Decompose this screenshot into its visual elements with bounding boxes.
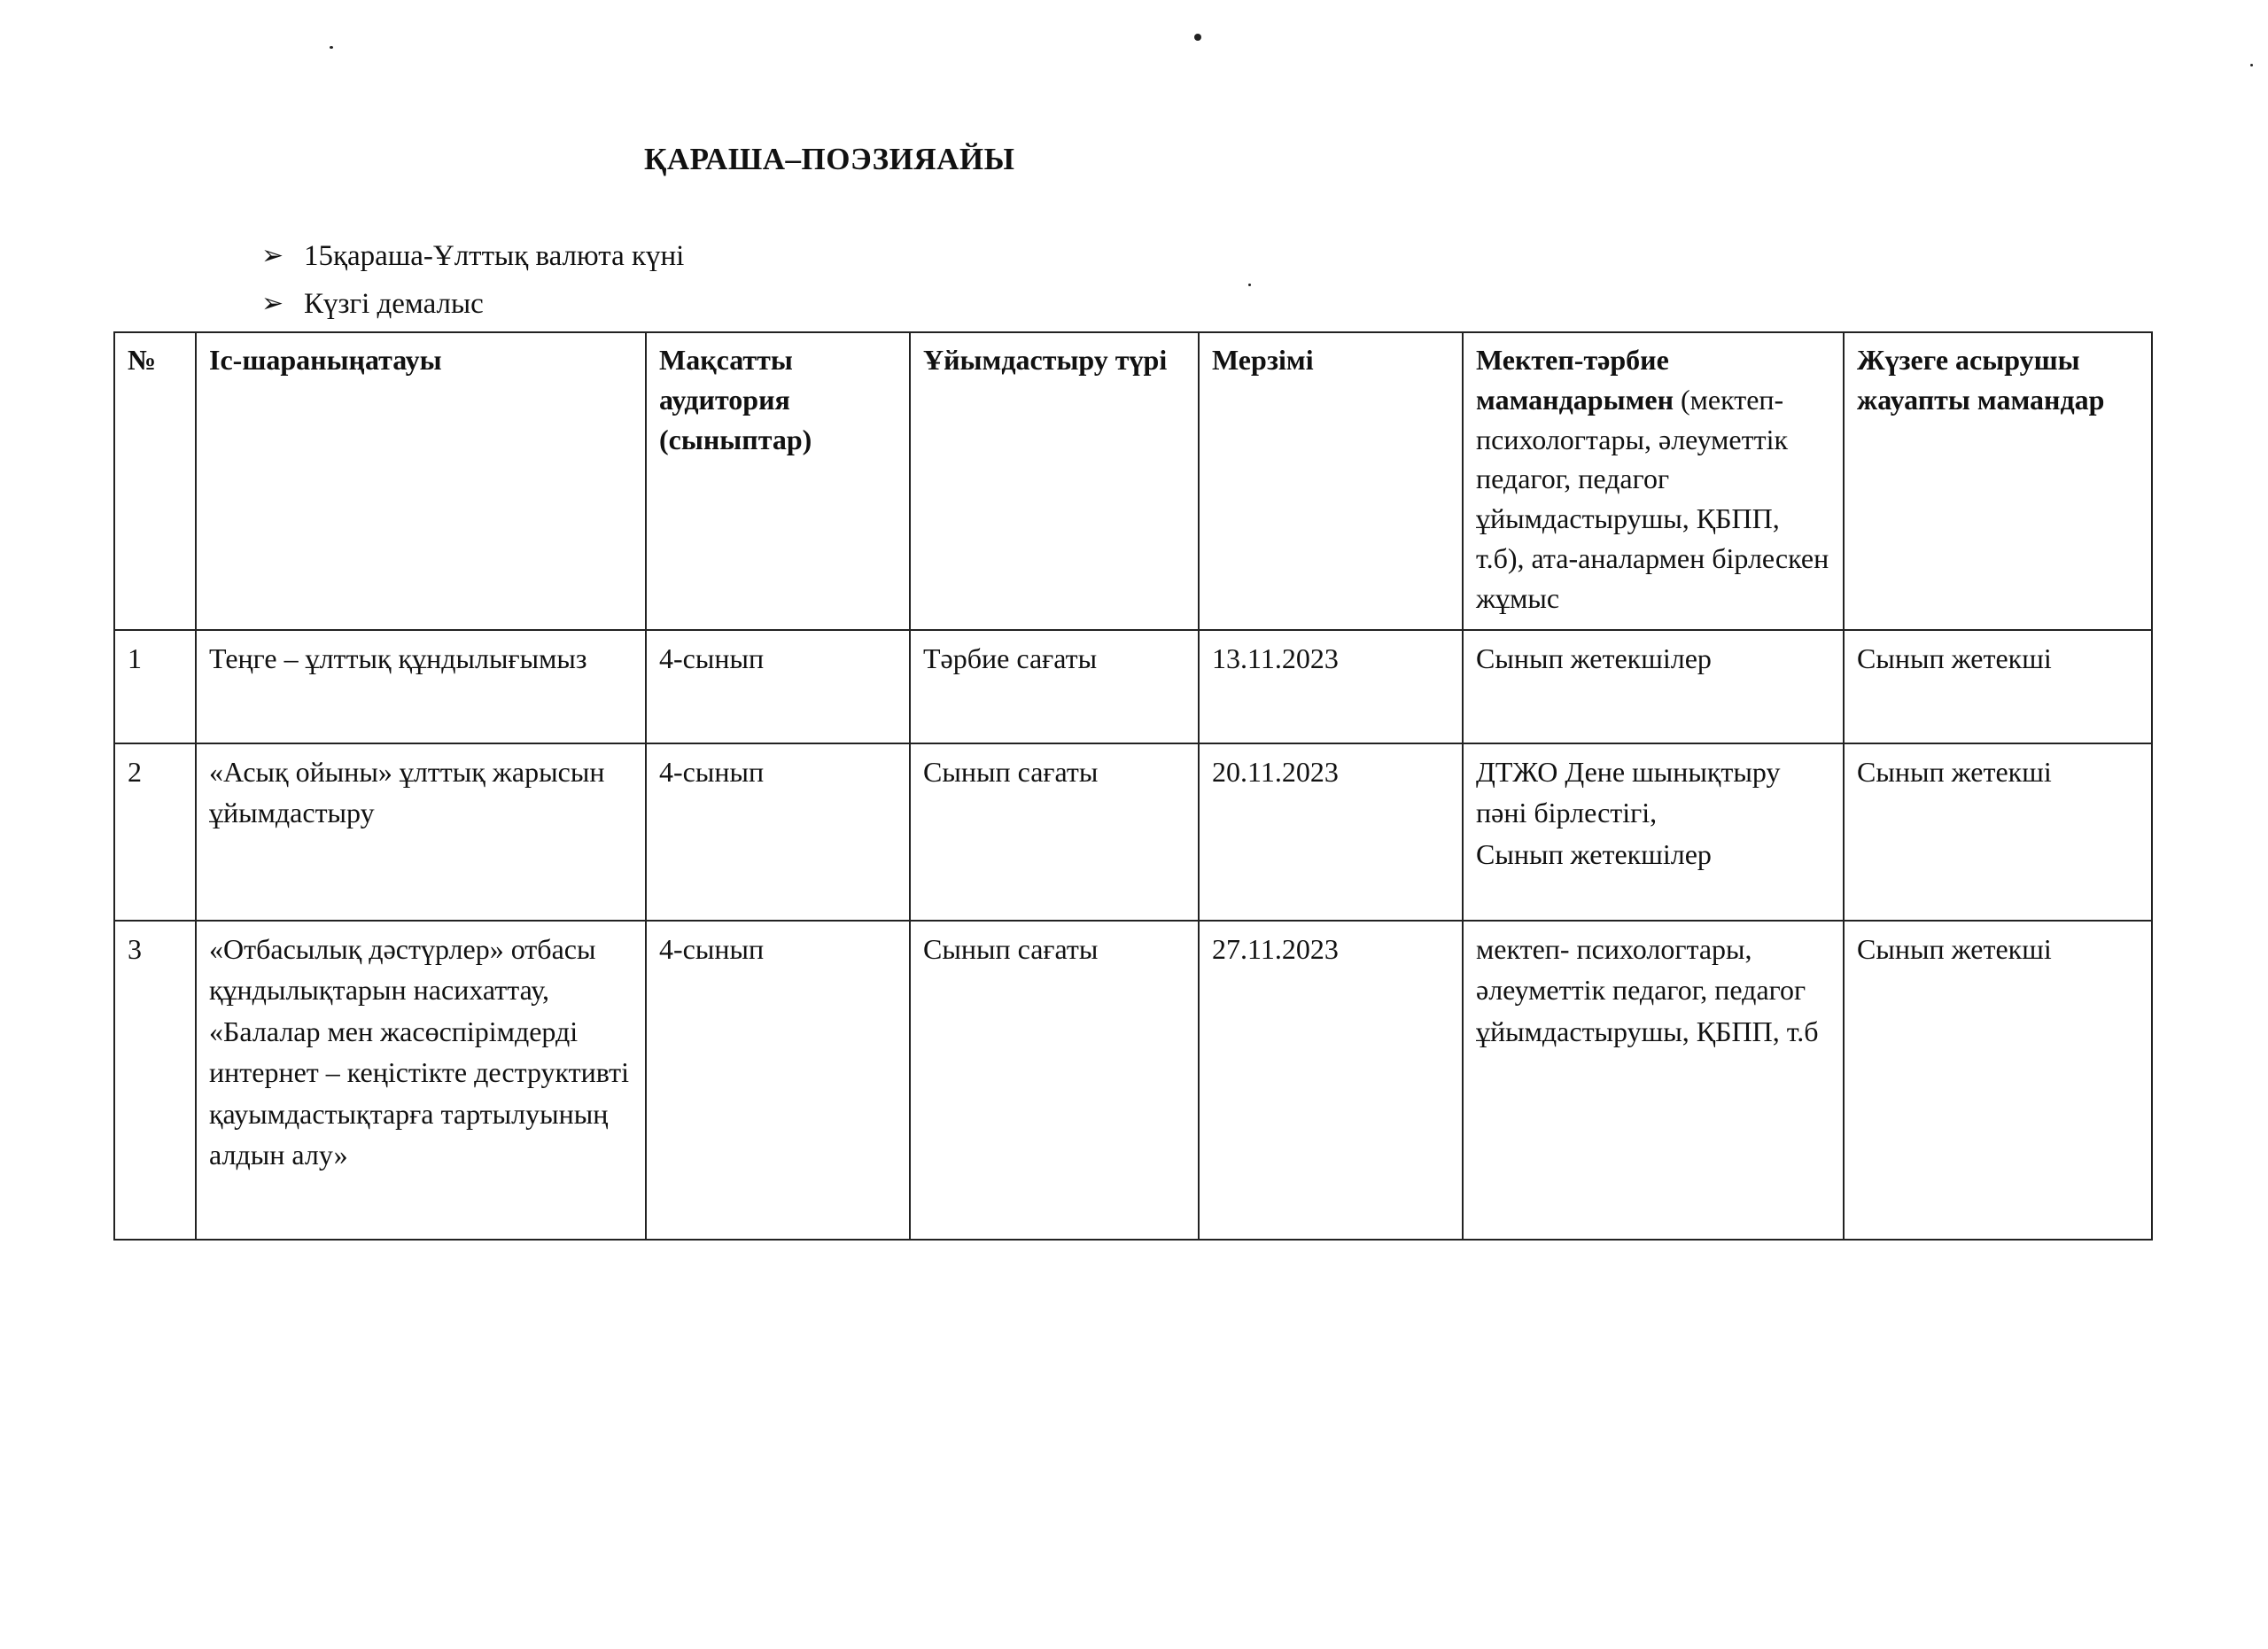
scan-speck [1194, 34, 1201, 41]
table-row [114, 921, 2152, 1240]
cell-audience: 4-сынып [646, 630, 910, 743]
list-item-label: 15қараша-Ұлттық валюта күні [304, 240, 685, 272]
cell-specialists: Сынып жетекшілер [1463, 630, 1844, 743]
cell-audience: 4-сынып [646, 743, 910, 921]
cell-specialists: ДТЖО Дене шынықтыру пәні бірлестігі, Сынып жетекшілер [1463, 743, 1844, 921]
header-specialists [1463, 332, 1844, 630]
cell-num: 3 [114, 921, 196, 1240]
table-header-row [114, 332, 2152, 630]
cell-responsible: Сынып жетекші [1844, 743, 2152, 921]
cell-audience: 4-сынып [646, 921, 910, 1240]
cell-event: «Асық ойыны» ұлттық жарысын ұйымдастыру [196, 743, 646, 921]
header-responsible: Жүзеге асырушы жауапты мамандар [1844, 332, 2152, 630]
cell-event: Теңге – ұлттық құндылығымыз [196, 630, 646, 743]
arrow-bullet-icon: ➢ [261, 289, 284, 318]
cell-form: Сынып сағаты [910, 921, 1199, 1240]
header-specialists-bold: Мектеп-тәрбие мамандарымен [1476, 344, 1674, 416]
bullet-list [261, 232, 684, 328]
cell-form: Тәрбие сағаты [910, 630, 1199, 743]
cell-date: 27.11.2023 [1199, 921, 1463, 1240]
list-item-label: Күзгі демалыс [304, 288, 484, 320]
cell-num: 2 [114, 743, 196, 921]
cell-date: 13.11.2023 [1199, 630, 1463, 743]
header-audience: Мақсатты аудитория (сыныптар) [646, 332, 910, 630]
header-date: Мерзімі [1199, 332, 1463, 630]
scan-speck [2250, 64, 2253, 66]
list-item [261, 232, 684, 280]
table-row [114, 743, 2152, 921]
cell-date: 20.11.2023 [1199, 743, 1463, 921]
cell-specialists: мектеп- психологтары, әлеуметтік педагог, педагог ұйымдастырушы, ҚБПП, т.б [1463, 921, 1844, 1240]
events-table [113, 331, 2153, 1241]
cell-responsible: Сынып жетекші [1844, 921, 2152, 1240]
header-form: Ұйымдастыру түрі [910, 332, 1199, 630]
arrow-bullet-icon: ➢ [261, 241, 284, 270]
header-event: Іс-шараныңатауы [196, 332, 646, 630]
cell-num: 1 [114, 630, 196, 743]
scan-speck [1248, 284, 1251, 286]
list-item [261, 280, 684, 328]
cell-form: Сынып сағаты [910, 743, 1199, 921]
page-title: ҚАРАША–ПОЭЗИЯАЙЫ [644, 142, 1015, 176]
scan-speck [330, 46, 333, 49]
table-row [114, 630, 2152, 743]
cell-event: «Отбасылық дәстүрлер» отбасы құндылықтарын насихаттау, «Балалар мен жасөспірімдерді интернет – кеңістікте деструктивті қауымдастықтарға тартылуының алдын алу» [196, 921, 646, 1240]
header-specialists-detail: (мектеп-психологтары, әлеуметтік педагог, педагог ұйымдастырушы, ҚБПП, т.б), ата-аналармен бірлескен жұмыс [1476, 383, 1829, 614]
header-num: № [114, 332, 196, 630]
cell-responsible: Сынып жетекші [1844, 630, 2152, 743]
